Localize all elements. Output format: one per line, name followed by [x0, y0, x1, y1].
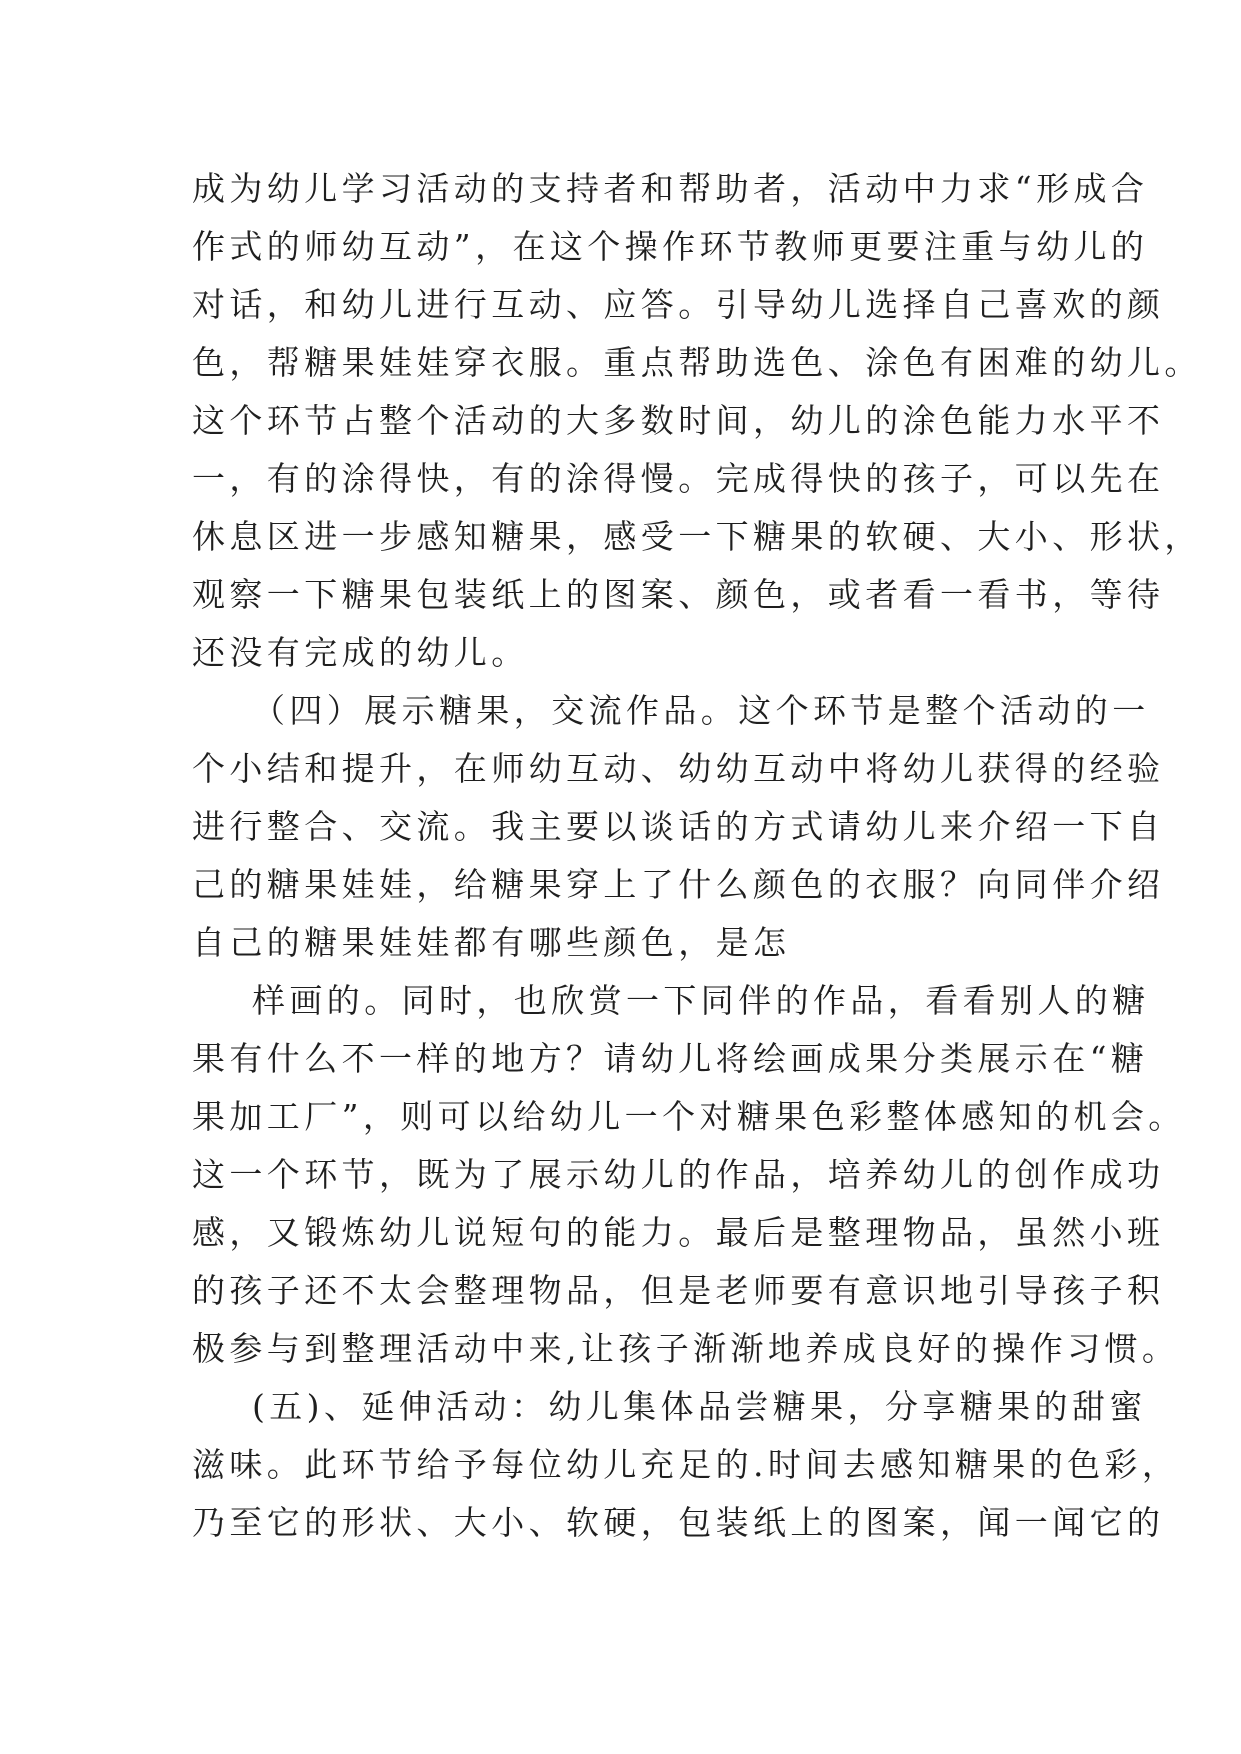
text-line: 还没有完成的幼儿。: [192, 633, 529, 672]
text-line: （四）展示糖果，交流作品。这个环节是整个活动的一: [252, 691, 1150, 730]
text-line: (五)、延伸活动：幼儿集体品尝糖果，分享糖果的甜蜜: [252, 1387, 1147, 1426]
text-line: 这个环节占整个活动的大多数时间，幼儿的涂色能力水平不: [192, 401, 1165, 440]
text-line: 己的糖果娃娃，给糖果穿上了什么颜色的衣服？向同伴介绍: [192, 865, 1165, 904]
text-line: 个小结和提升，在师幼互动、幼幼互动中将幼儿获得的经验: [192, 749, 1165, 788]
text-line: 样画的。同时，也欣赏一下同伴的作品，看看别人的糖: [252, 981, 1150, 1020]
text-line: 对话，和幼儿进行互动、应答。引导幼儿选择自己喜欢的颜: [192, 285, 1165, 324]
text-line: 色，帮糖果娃娃穿衣服。重点帮助选色、涂色有困难的幼儿。: [192, 343, 1202, 382]
text-line: 作式的师幼互动”，在这个操作环节教师更要注重与幼儿的: [192, 227, 1149, 266]
body-text: [192, 160, 1202, 1552]
text-line: 果加工厂”，则可以给幼儿一个对糖果色彩整体感知的机会。: [192, 1097, 1186, 1136]
text-line: 自己的糖果娃娃都有哪些颜色，是怎: [192, 923, 791, 962]
text-line: 进行整合、交流。我主要以谈话的方式请幼儿来介绍一下自: [192, 807, 1165, 846]
text-line: 极参与到整理活动中来,让孩子渐渐地养成良好的操作习惯。: [192, 1329, 1180, 1368]
text-line: 感，又锻炼幼儿说短句的能力。最后是整理物品，虽然小班: [192, 1213, 1165, 1252]
text-line: 果有什么不一样的地方？请幼儿将绘画成果分类展示在“糖: [192, 1039, 1149, 1078]
text-line: 观察一下糖果包装纸上的图案、颜色，或者看一看书，等待: [192, 575, 1165, 614]
text-line: 休息区进一步感知糖果，感受一下糖果的软硬、大小、形状，: [192, 517, 1202, 556]
text-line: 滋味。此环节给予每位幼儿充足的.时间去感知糖果的色彩，: [192, 1445, 1180, 1484]
text-line: 的孩子还不太会整理物品，但是老师要有意识地引导孩子积: [192, 1271, 1165, 1310]
text-line: 这一个环节，既为了展示幼儿的作品，培养幼儿的创作成功: [192, 1155, 1165, 1194]
text-line: 一，有的涂得快，有的涂得慢。完成得快的孩子，可以先在: [192, 459, 1165, 498]
text-line: 乃至它的形状、大小、软硬，包装纸上的图案，闻一闻它的: [192, 1503, 1165, 1542]
text-line: 成为幼儿学习活动的支持者和帮助者，活动中力求“形成合: [192, 169, 1149, 208]
